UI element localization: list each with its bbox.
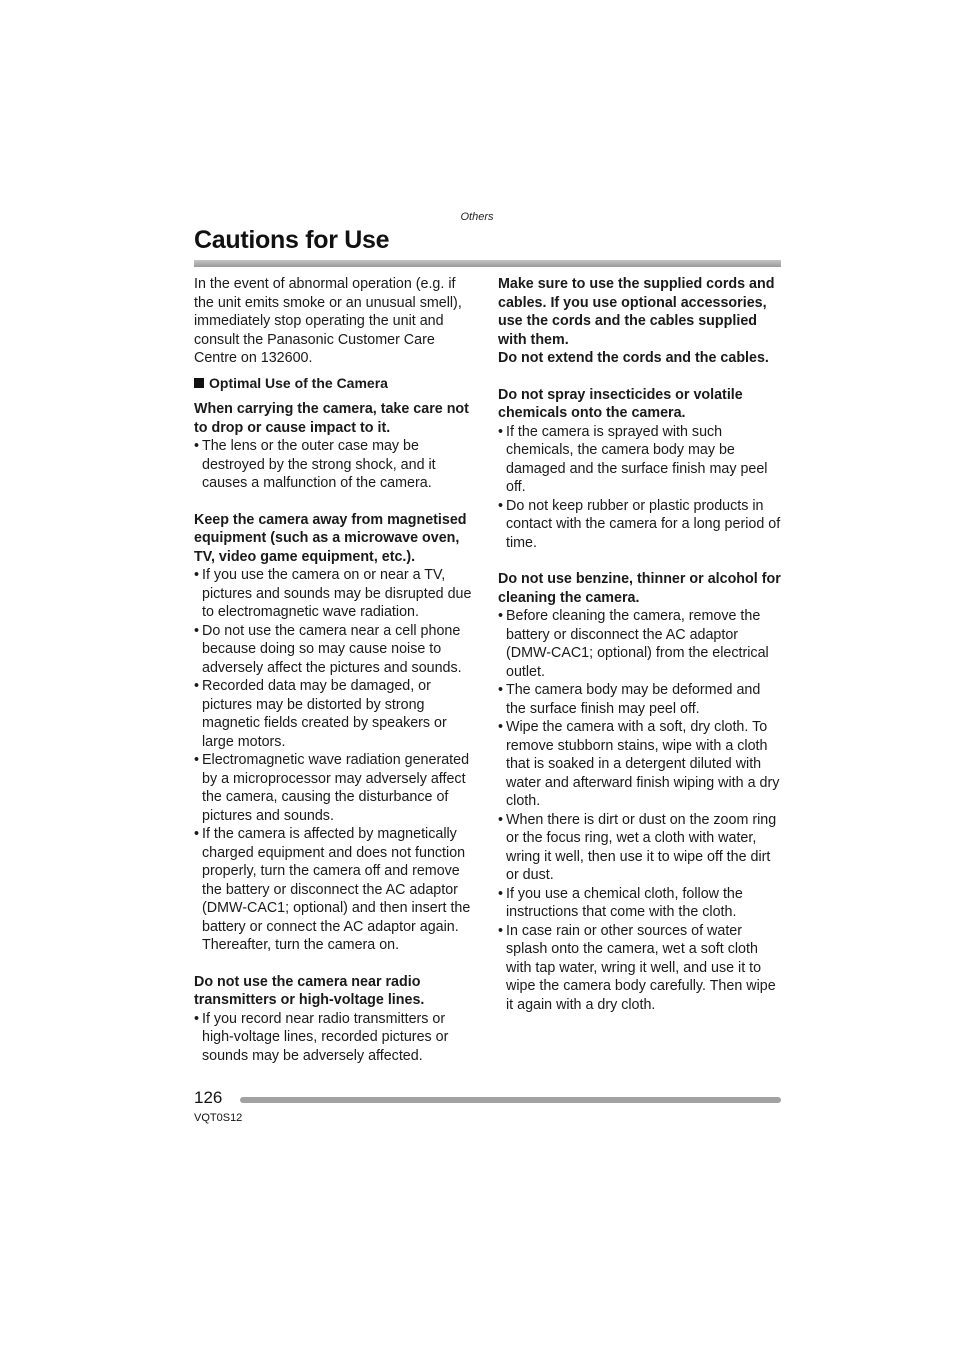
page-number: 126 (194, 1088, 223, 1107)
bullet-list (498, 607, 781, 1014)
section-tag: Others (460, 211, 494, 223)
caution-block (194, 511, 477, 955)
caution-heading: Do not use benzine, thinner or alcohol for cleaning the camera. (498, 571, 781, 606)
list-item: • When there is dirt or dust on the zoom ring or the focus ring, wet a cloth with water, wring it well, then use it to wipe off the dirt or dust. (498, 811, 781, 885)
document-code: VQT0S12 (194, 1112, 243, 1124)
list-item: • The lens or the outer case may be destroyed by the strong shock, and it causes a malfunction of the camera. (194, 437, 477, 493)
list-item: • If you use the camera on or near a TV, pictures and sounds may be disrupted due to electromagnetic wave radiation. (194, 566, 477, 622)
list-item: • Recorded data may be damaged, or pictures may be distorted by strong magnetic fields created by speakers or large motors. (194, 677, 477, 751)
list-item: • The camera body may be deformed and the surface finish may peel off. (498, 681, 781, 718)
list-item: • Before cleaning the camera, remove the battery or disconnect the AC adaptor (DMW-CAC1; optional) from the electrical outlet. (498, 607, 781, 681)
list-item: • Electromagnetic wave radiation generated by a microprocessor may adversely affect the camera, causing the disturbance of pictures and sounds. (194, 751, 477, 825)
list-item: • In case rain or other sources of water splash onto the camera, wet a soft cloth with tap water, wring it well, and use it to wipe the camera body carefully. Then wipe it again with a dry cloth. (498, 922, 781, 1015)
right-column (498, 275, 781, 1032)
caution-heading: When carrying the camera, take care not to drop or cause impact to it. (194, 401, 469, 436)
title-underline (194, 260, 781, 267)
subsection-heading (194, 374, 477, 393)
caution-block (194, 973, 477, 1066)
list-item: • If the camera is sprayed with such chemicals, the camera body may be damaged and the surface finish may peel off. (498, 423, 781, 497)
subsection-heading-text: Optimal Use of the Camera (209, 374, 388, 391)
list-item: • Do not use the camera near a cell phone because doing so may cause noise to adversely affect the pictures and sounds. (194, 622, 477, 678)
caution-block (498, 275, 781, 368)
list-item: • If you record near radio transmitters or high-voltage lines, recorded pictures or sounds may be adversely affected. (194, 1010, 477, 1066)
caution-heading: Keep the camera away from magnetised equipment (such as a microwave oven, TV, video game equipment, etc.). (194, 511, 467, 565)
square-bullet-icon (194, 378, 204, 388)
list-item: • Do not keep rubber or plastic products in contact with the camera for a long period of time. (498, 497, 781, 553)
caution-block (498, 386, 781, 553)
list-item: • If you use a chemical cloth, follow the instructions that come with the cloth. (498, 885, 781, 922)
bullet-list (194, 566, 477, 955)
page-title: Cautions for Use (194, 226, 390, 254)
caution-block (194, 400, 477, 493)
bullet-list (194, 1010, 477, 1066)
intro-paragraph: In the event of abnormal operation (e.g. if the unit emits smoke or an unusual smell), immediately stop operating the unit and consult the Panasonic Customer Care Centre on 132600. (194, 276, 462, 366)
list-item: • Wipe the camera with a soft, dry cloth. To remove stubborn stains, wipe with a cloth that is soaked in a detergent diluted with water and afterward finish wiping with a dry cloth. (498, 718, 781, 811)
caution-heading: Make sure to use the supplied cords and cables. If you use optional accessories, use the cords and the cables supplied with them. (498, 276, 775, 348)
caution-heading: Do not extend the cords and the cables. (498, 350, 769, 366)
caution-heading: Do not spray insecticides or volatile chemicals onto the camera. (498, 386, 743, 421)
caution-block (498, 570, 781, 1014)
list-item: • If the camera is affected by magnetically charged equipment and does not function properly, turn the camera off and remove the battery or disconnect the AC adaptor (DMW-CAC1; optional) and then insert the battery or connect the AC adaptor again. Thereafter, turn the camera on. (194, 825, 477, 955)
bullet-list (194, 437, 477, 493)
bullet-list (498, 423, 781, 553)
caution-heading: Do not use the camera near radio transmitters or high-voltage lines. (194, 973, 425, 1008)
footer-rule (240, 1097, 781, 1103)
left-column (194, 275, 477, 1083)
